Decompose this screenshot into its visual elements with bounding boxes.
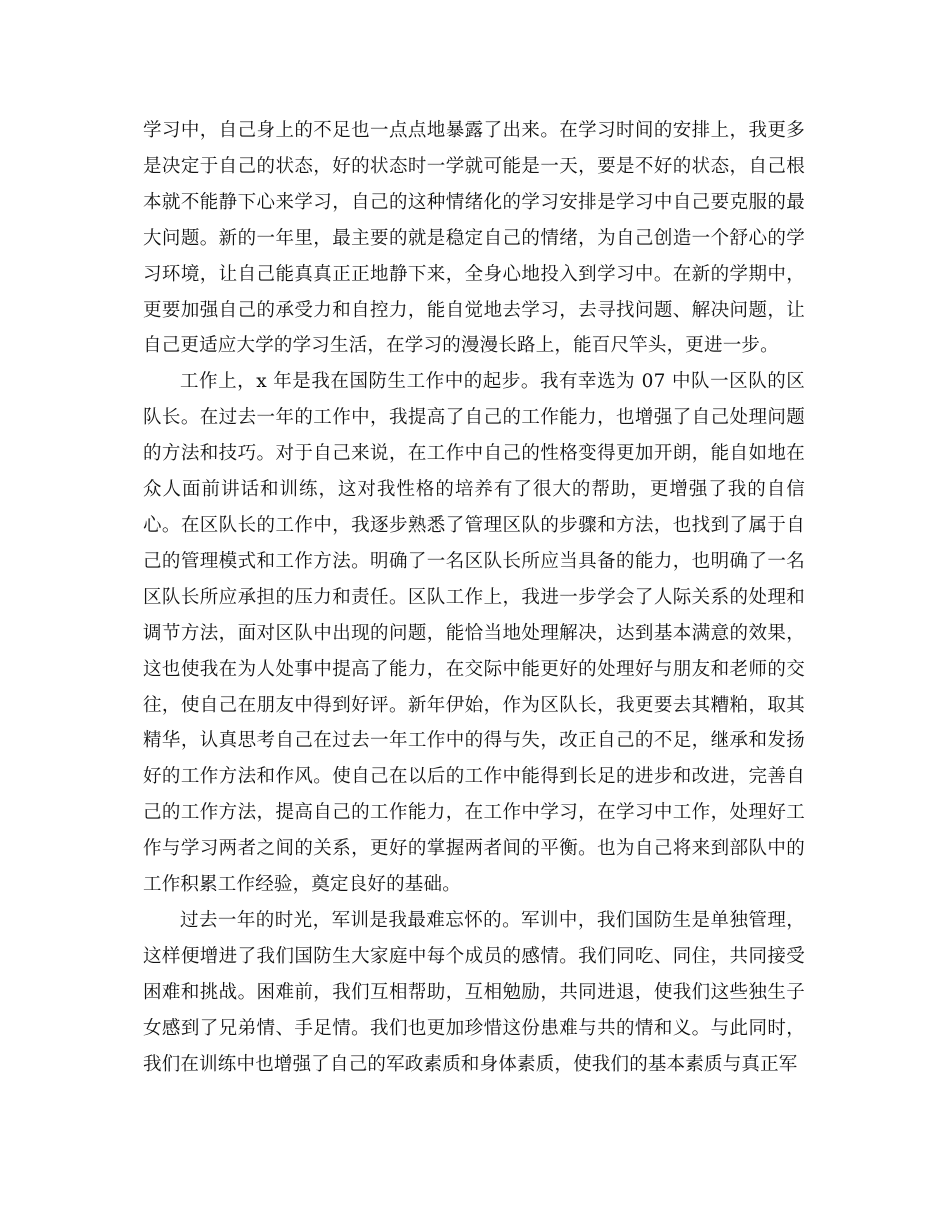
paragraph-work: 工作上，x 年是我在国防生工作中的起步。我有幸选为 07 中队一区队的区队长。在过去一年的工作中，我提高了自己的工作能力，也增强了自己处理问题的方法和技巧。对于自己来说，在工作中自己的性格变得更加开朗，能自如地在众人面前讲话和训练，这对我性格的培养有了很大的帮助，更增强了我的自信心。在区队长的工作中，我逐步熟悉了管理区队的步骤和方法，也找到了属于自己的管理模式和工作方法。明确了一名区队长所应当具备的能力，也明确了一名区队长所应承担的压力和责任。区队工作上，我进一步学会了人际关系的处理和调节方法，面对区队中出现的问题，能恰当地处理解决，达到基本满意的效果，这也使我在为人处事中提高了能力，在交际中能更好的处理好与朋友和老师的交往，使自己在朋友中得到好评。新年伊始，作为区队长，我更要去其糟粕，取其精华，认真思考自己在过去一年工作中的得与失，改正自己的不足，继承和发扬好的工作方法和作风。使自己在以后的工作中能得到长足的进步和改进，完善自己的工作方法，提高自己的工作能力，在工作中学习，在学习中工作，处理好工作与学习两者之间的关系，更好的掌握两者间的平衡。也为自己将来到部队中的工作积累工作经验，奠定良好的基础。 [143, 371, 805, 896]
paragraph-study-continued: 学习中，自己身上的不足也一点点地暴露了出来。在学习时间的安排上，我更多是决定于自己的状态，好的状态时一学就可能是一天，要是不好的状态，自己根本就不能静下心来学习，自己的这种情绪化的学习安排是学习中自己要克服的最大问题。新的一年里，最主要的就是稳定自己的情绪，为自己创造一个舒心的学习环境，让自己能真真正正地静下来，全身心地投入到学习中。在新的学期中，更要加强自己的承受力和自控力，能自觉地去学习，去寻找问题、解决问题，让自己更适应大学的学习生活，在学习的漫漫长路上，能百尺竿头，更进一步。 [143, 120, 805, 357]
paragraph-military-training: 过去一年的时光，军训是我最难忘怀的。军训中，我们国防生是单独管理，这样便增进了我们国防生大家庭中每个成员的感情。我们同吃、同住，共同接受困难和挑战。困难前，我们互相帮助，互相勉励，共同进退，使我们这些独生子女感到了兄弟情、手足情。我们也更加珍惜这份患难与共的情和义。与此同时，我们在训练中也增强了自己的军政素质和身体素质，使我们的基本素质与真正军 [143, 909, 805, 1075]
document-body [143, 113, 805, 1082]
